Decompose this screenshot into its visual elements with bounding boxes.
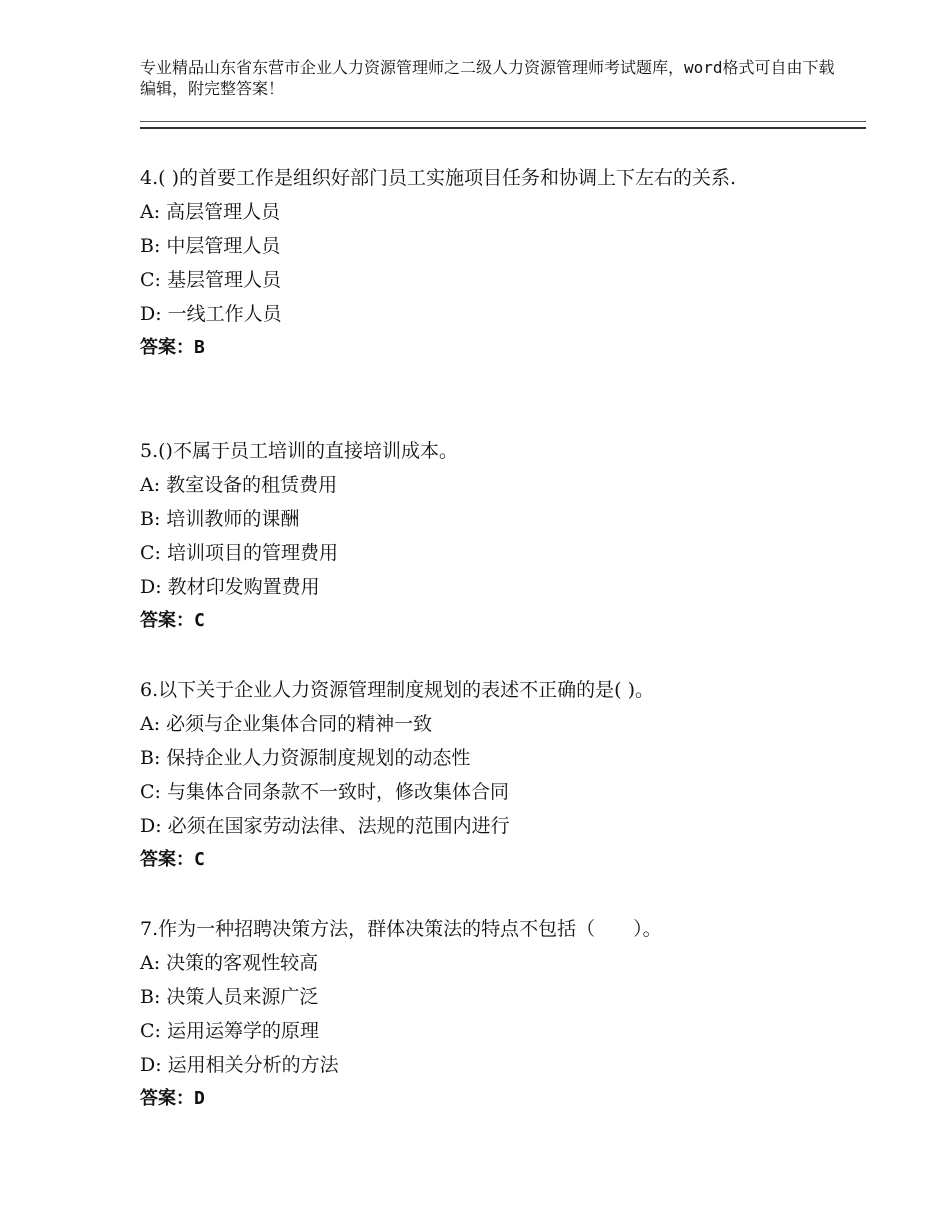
option-a: A: 高层管理人员 <box>140 201 281 223</box>
document-header: 专业精品山东省东营市企业人力资源管理师之二级人力资源管理师考试题库，word格式可自由下载编辑，附完整答案！ <box>140 58 835 98</box>
question-stem: 7.作为一种招聘决策方法，群体决策法的特点不包括（ ）。 <box>140 918 662 940</box>
question-4 <box>140 161 820 365</box>
option-c: C: 运用运筹学的原理 <box>140 1020 319 1042</box>
option-b: B: 保持企业人力资源制度规划的动态性 <box>140 747 471 769</box>
option-d: D: 必须在国家劳动法律、法规的范围内进行 <box>140 815 510 837</box>
question-stem: 4.( )的首要工作是组织好部门员工实施项目任务和协调上下左右的关系. <box>140 167 737 189</box>
answer: 答案：B <box>140 337 205 358</box>
option-b: B: 中层管理人员 <box>140 235 281 257</box>
option-c: C: 基层管理人员 <box>140 269 281 291</box>
option-d: D: 运用相关分析的方法 <box>140 1054 339 1076</box>
option-b: B: 培训教师的课酬 <box>140 508 300 530</box>
option-a: A: 教室设备的租赁费用 <box>140 474 338 496</box>
answer: 答案：C <box>140 610 205 631</box>
question-6 <box>140 673 820 877</box>
option-a: A: 决策的客观性较高 <box>140 952 319 974</box>
option-a: A: 必须与企业集体合同的精神一致 <box>140 713 433 735</box>
answer: 答案：D <box>140 1088 205 1109</box>
header-divider <box>140 121 866 129</box>
option-c: C: 与集体合同条款不一致时，修改集体合同 <box>140 781 509 803</box>
answer: 答案：C <box>140 849 205 870</box>
question-stem: 5.()不属于员工培训的直接培训成本。 <box>140 440 458 462</box>
question-5 <box>140 434 820 638</box>
option-d: D: 一线工作人员 <box>140 303 282 325</box>
question-7 <box>140 912 820 1116</box>
option-b: B: 决策人员来源广泛 <box>140 986 319 1008</box>
option-d: D: 教材印发购置费用 <box>140 576 320 598</box>
question-stem: 6.以下关于企业人力资源管理制度规划的表述不正确的是( )。 <box>140 679 654 701</box>
option-c: C: 培训项目的管理费用 <box>140 542 338 564</box>
